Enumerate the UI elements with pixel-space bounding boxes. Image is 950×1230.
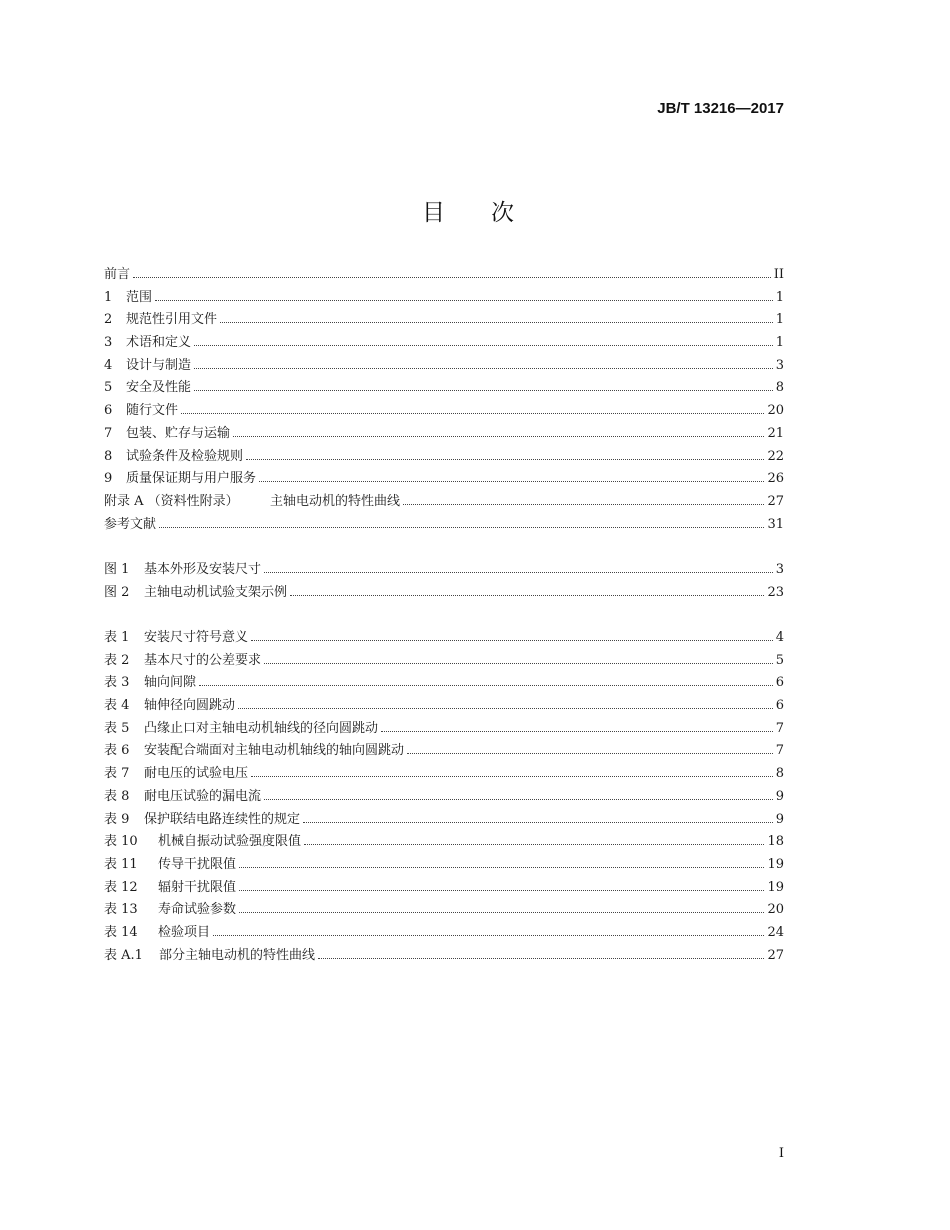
toc-entry-label: 耐电压的试验电压 bbox=[144, 766, 249, 782]
toc-entry-page: 19 bbox=[767, 879, 784, 895]
toc-entry-label: 主轴电动机试验支架示例 bbox=[144, 584, 288, 600]
leader-dots bbox=[264, 798, 773, 800]
page-number: I bbox=[778, 1146, 784, 1161]
toc-entry-page: 31 bbox=[767, 516, 784, 532]
toc-entry-table-10[interactable] bbox=[104, 831, 784, 854]
toc-entry-label: 参考文献 bbox=[104, 516, 157, 532]
toc-entry-page: 26 bbox=[767, 471, 784, 487]
leader-dots bbox=[251, 775, 773, 777]
toc-entry-number: 表 2 bbox=[104, 652, 130, 668]
toc-entry-label: 轴向间隙 bbox=[144, 675, 197, 691]
leader-dots bbox=[194, 367, 773, 369]
toc-entry-section-6[interactable] bbox=[104, 400, 784, 423]
toc-entry-label: 基本外形及安装尺寸 bbox=[144, 561, 262, 577]
toc-entry-label: 辐射干扰限值 bbox=[158, 879, 237, 895]
toc-entry-table-7[interactable] bbox=[104, 763, 784, 786]
toc-entry-page: 7 bbox=[775, 720, 784, 736]
toc-entry-number: 2 bbox=[104, 312, 113, 328]
toc-entry-page: 21 bbox=[767, 425, 784, 441]
toc-entry-number: 表 11 bbox=[104, 856, 138, 872]
toc-entry-foreword[interactable] bbox=[104, 264, 784, 287]
toc-entry-table-12[interactable] bbox=[104, 877, 784, 900]
toc-entry-number: 表 7 bbox=[104, 766, 130, 782]
toc-entry-table-8[interactable] bbox=[104, 786, 784, 809]
toc-entry-number: 表 9 bbox=[104, 811, 130, 827]
toc-entry-table-13[interactable] bbox=[104, 899, 784, 922]
toc-entry-page: 23 bbox=[767, 584, 784, 600]
toc-entry-label: 随行文件 bbox=[126, 403, 179, 419]
toc-entry-number: 3 bbox=[104, 335, 113, 351]
leader-dots bbox=[290, 594, 764, 596]
toc-entry-page: 27 bbox=[767, 947, 784, 963]
toc-entry-page: 4 bbox=[775, 630, 784, 645]
leader-dots bbox=[251, 639, 773, 641]
toc-entry-page: 19 bbox=[767, 856, 784, 872]
table-of-contents bbox=[104, 264, 784, 967]
toc-entry-page: 7 bbox=[775, 743, 784, 759]
toc-entry-page: 5 bbox=[775, 652, 784, 668]
toc-entry-section-5[interactable] bbox=[104, 377, 784, 400]
toc-entry-label: 轴伸径向圆跳动 bbox=[144, 698, 236, 714]
toc-entry-label: 检验项目 bbox=[158, 924, 211, 940]
toc-entry-table-9[interactable] bbox=[104, 809, 784, 832]
toc-entry-page: 6 bbox=[775, 698, 784, 714]
leader-dots bbox=[304, 843, 764, 845]
leader-dots bbox=[264, 571, 773, 573]
toc-entry-section-1[interactable] bbox=[104, 287, 784, 310]
toc-entry-references[interactable] bbox=[104, 514, 784, 537]
toc-entry-page: 22 bbox=[767, 448, 784, 464]
toc-entry-section-7[interactable] bbox=[104, 423, 784, 446]
toc-entry-page: 20 bbox=[767, 403, 784, 419]
toc-entry-page: 8 bbox=[775, 766, 784, 782]
toc-entry-label: 规范性引用文件 bbox=[126, 312, 218, 328]
toc-entry-number: 图 2 bbox=[104, 584, 130, 600]
toc-entry-page: 18 bbox=[767, 834, 784, 850]
toc-entry-table-14[interactable] bbox=[104, 922, 784, 945]
toc-entry-section-8[interactable] bbox=[104, 446, 784, 469]
toc-entry-table-a1[interactable] bbox=[104, 945, 784, 968]
toc-entry-page: 24 bbox=[767, 924, 784, 940]
toc-entry-label: 部分主轴电动机的特性曲线 bbox=[159, 947, 316, 963]
leader-dots bbox=[318, 957, 764, 959]
leader-dots bbox=[155, 299, 773, 301]
leader-dots bbox=[133, 276, 771, 278]
toc-entry-page: 1 bbox=[775, 312, 784, 328]
toc-entry-label: 基本尺寸的公差要求 bbox=[144, 652, 262, 668]
toc-entry-number: 表 5 bbox=[104, 720, 130, 736]
toc-entry-figure-1[interactable] bbox=[104, 559, 784, 582]
toc-entry-table-2[interactable] bbox=[104, 650, 784, 673]
leader-dots bbox=[220, 321, 773, 323]
toc-entry-table-5[interactable] bbox=[104, 718, 784, 741]
toc-entry-page: 9 bbox=[775, 811, 784, 827]
toc-entry-label: 凸缘止口对主轴电动机轴线的径向圆跳动 bbox=[144, 720, 379, 736]
toc-entry-number: 图 1 bbox=[104, 561, 130, 577]
toc-entry-table-11[interactable] bbox=[104, 854, 784, 877]
toc-entry-label: 安装配合端面对主轴电动机轴线的轴向圆跳动 bbox=[144, 743, 405, 759]
toc-entry-page: II bbox=[773, 267, 784, 282]
toc-entry-number: 7 bbox=[104, 425, 113, 441]
toc-entry-number: 表 14 bbox=[104, 924, 138, 940]
page-title: 目次 bbox=[422, 200, 560, 226]
leader-dots bbox=[259, 480, 764, 482]
toc-entry-section-9[interactable] bbox=[104, 468, 784, 491]
toc-entry-table-6[interactable] bbox=[104, 740, 784, 763]
toc-entry-label: 前言 bbox=[104, 267, 131, 282]
toc-entry-page: 20 bbox=[767, 902, 784, 918]
toc-entry-page: 8 bbox=[775, 380, 784, 396]
toc-entry-label: 质量保证期与用户服务 bbox=[126, 471, 257, 487]
toc-entry-number: 附录 A （资料性附录） bbox=[104, 493, 239, 509]
toc-entry-number: 表 8 bbox=[104, 788, 130, 804]
toc-entry-label: 主轴电动机的特性曲线 bbox=[270, 493, 401, 509]
toc-entry-label: 耐电压试验的漏电流 bbox=[144, 788, 262, 804]
leader-dots bbox=[246, 458, 764, 460]
toc-entry-table-3[interactable] bbox=[104, 672, 784, 695]
toc-entry-section-3[interactable] bbox=[104, 332, 784, 355]
toc-entry-page: 9 bbox=[775, 788, 784, 804]
leader-dots bbox=[303, 821, 773, 823]
toc-entry-section-4[interactable] bbox=[104, 355, 784, 378]
leader-dots bbox=[233, 435, 764, 437]
toc-entry-label: 传导干扰限值 bbox=[158, 856, 237, 872]
toc-entry-number: 4 bbox=[104, 357, 113, 373]
toc-entry-label: 安装尺寸符号意义 bbox=[144, 630, 249, 645]
toc-entry-number: 5 bbox=[104, 380, 113, 396]
toc-entry-page: 1 bbox=[775, 335, 784, 351]
toc-entry-label: 安全及性能 bbox=[126, 380, 192, 396]
toc-entry-label: 保护联结电路连续性的规定 bbox=[144, 811, 301, 827]
toc-entry-number: 表 13 bbox=[104, 902, 138, 918]
toc-entry-number: 表 1 bbox=[104, 630, 130, 645]
leader-dots bbox=[238, 707, 773, 709]
leader-dots bbox=[181, 412, 764, 414]
toc-entry-page: 6 bbox=[775, 675, 784, 691]
toc-entry-label: 包装、贮存与运输 bbox=[126, 425, 231, 441]
toc-entry-number: 8 bbox=[104, 448, 113, 464]
toc-entry-figure-2[interactable] bbox=[104, 582, 784, 605]
leader-dots bbox=[239, 911, 764, 913]
standard-code: JB/T 13216—2017 bbox=[657, 100, 784, 117]
toc-entry-page: 3 bbox=[775, 561, 784, 577]
toc-entry-section-2[interactable] bbox=[104, 309, 784, 332]
spacer bbox=[104, 604, 784, 627]
toc-entry-number: 表 A.1 bbox=[104, 947, 143, 963]
leader-dots bbox=[239, 866, 764, 868]
spacer bbox=[104, 536, 784, 559]
toc-entry-number: 表 4 bbox=[104, 698, 130, 714]
leader-dots bbox=[381, 730, 773, 732]
toc-entry-label: 试验条件及检验规则 bbox=[126, 448, 244, 464]
toc-entry-number: 表 6 bbox=[104, 743, 130, 759]
toc-entry-number: 表 12 bbox=[104, 879, 138, 895]
toc-entry-label: 机械自振动试验强度限值 bbox=[158, 834, 302, 850]
leader-dots bbox=[159, 526, 764, 528]
toc-entry-number: 1 bbox=[104, 289, 113, 305]
leader-dots bbox=[213, 934, 764, 936]
toc-entry-table-4[interactable] bbox=[104, 695, 784, 718]
toc-entry-page: 1 bbox=[775, 289, 784, 305]
toc-entry-page: 27 bbox=[767, 493, 784, 509]
toc-entry-label: 术语和定义 bbox=[126, 335, 192, 351]
leader-dots bbox=[194, 389, 773, 391]
toc-entry-number: 表 3 bbox=[104, 675, 130, 691]
toc-entry-number: 表 10 bbox=[104, 834, 138, 850]
toc-entry-label: 寿命试验参数 bbox=[158, 902, 237, 918]
leader-dots bbox=[239, 889, 764, 891]
toc-entry-appendix-a[interactable] bbox=[104, 491, 784, 514]
leader-dots bbox=[194, 344, 773, 346]
leader-dots bbox=[264, 662, 773, 664]
toc-entry-table-1[interactable] bbox=[104, 627, 784, 650]
leader-dots bbox=[403, 503, 764, 505]
leader-dots bbox=[199, 684, 773, 686]
toc-entry-number: 9 bbox=[104, 471, 113, 487]
toc-entry-label: 范围 bbox=[126, 289, 153, 305]
leader-dots bbox=[407, 752, 773, 754]
toc-entry-label: 设计与制造 bbox=[126, 357, 192, 373]
toc-entry-number: 6 bbox=[104, 403, 113, 419]
toc-entry-page: 3 bbox=[775, 357, 784, 373]
